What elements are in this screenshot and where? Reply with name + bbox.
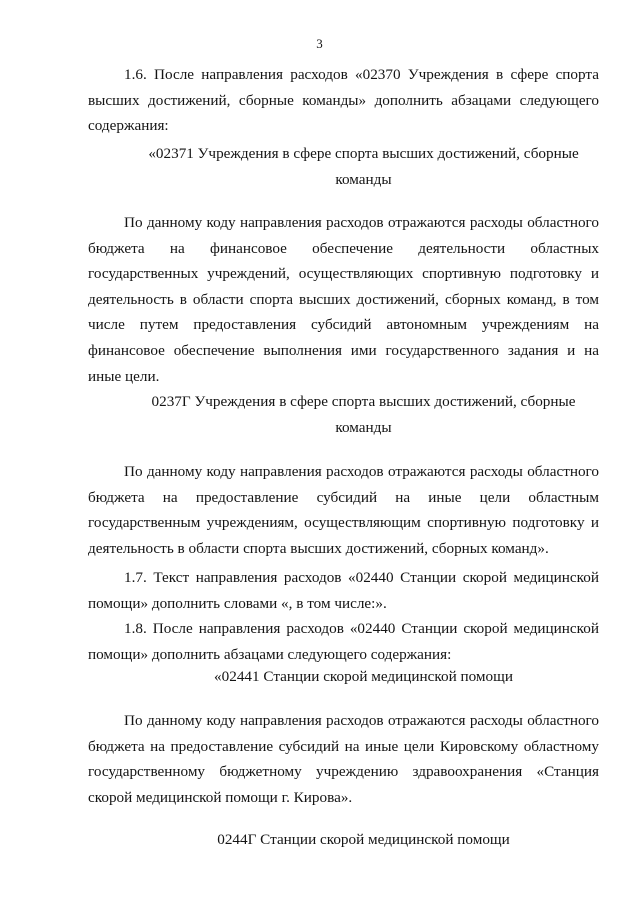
heading-02371-line2: команды <box>335 171 392 188</box>
paragraph-1-6: 1.6. После направления расходов «02370 Учреждения в сфере спорта высших достижений, сборные команды» дополнить абзацами следующего содержания: <box>88 66 599 135</box>
heading-0237G-line2: команды <box>335 419 392 436</box>
paragraph-02371-description: По данному коду направления расходов отражаются расходы областного бюджета на финансовое обеспечение деятельности областных государственных учреждений, осуществляющих спортивную подготовку и деятельность в области спорта высших достижений, сборных команд, в том числе путем предоставления субсидий автономным учреждениям на финансовое обеспечение выполнения ими государственного задания и на иные цели. <box>88 214 599 385</box>
page-number: 3 <box>316 36 323 51</box>
paragraph-02441-description: По данному коду направления расходов отражаются расходы областного бюджета на предоставление субсидий на иные цели Кировскому областному государственному бюджетному учреждению здравоохранения «Станция скорой медицинской помощи г. Кирова». <box>88 712 599 806</box>
paragraph-0237G-description: По данному коду направления расходов отражаются расходы областного бюджета на предоставление субсидий на иные цели областным государственным учреждениям, осуществляющим спортивную подготовку и деятельность в области спорта высших достижений, сборных команд». <box>88 463 599 557</box>
heading-02441: «02441 Станции скорой медицинской помощи <box>214 668 513 685</box>
heading-02371-line1: «02371 Учреждения в сфере спорта высших достижений, сборные <box>148 145 579 162</box>
paragraph-1-7: 1.7. Текст направления расходов «02440 Станции скорой медицинской помощи» дополнить словами «, в том числе:». <box>88 569 599 612</box>
heading-0237G-line1: 0237Г Учреждения в сфере спорта высших достижений, сборные <box>151 393 576 410</box>
paragraph-1-8: 1.8. После направления расходов «02440 Станции скорой медицинской помощи» дополнить абзацами следующего содержания: <box>88 620 599 663</box>
heading-0244G: 0244Г Станции скорой медицинской помощи <box>217 831 510 848</box>
